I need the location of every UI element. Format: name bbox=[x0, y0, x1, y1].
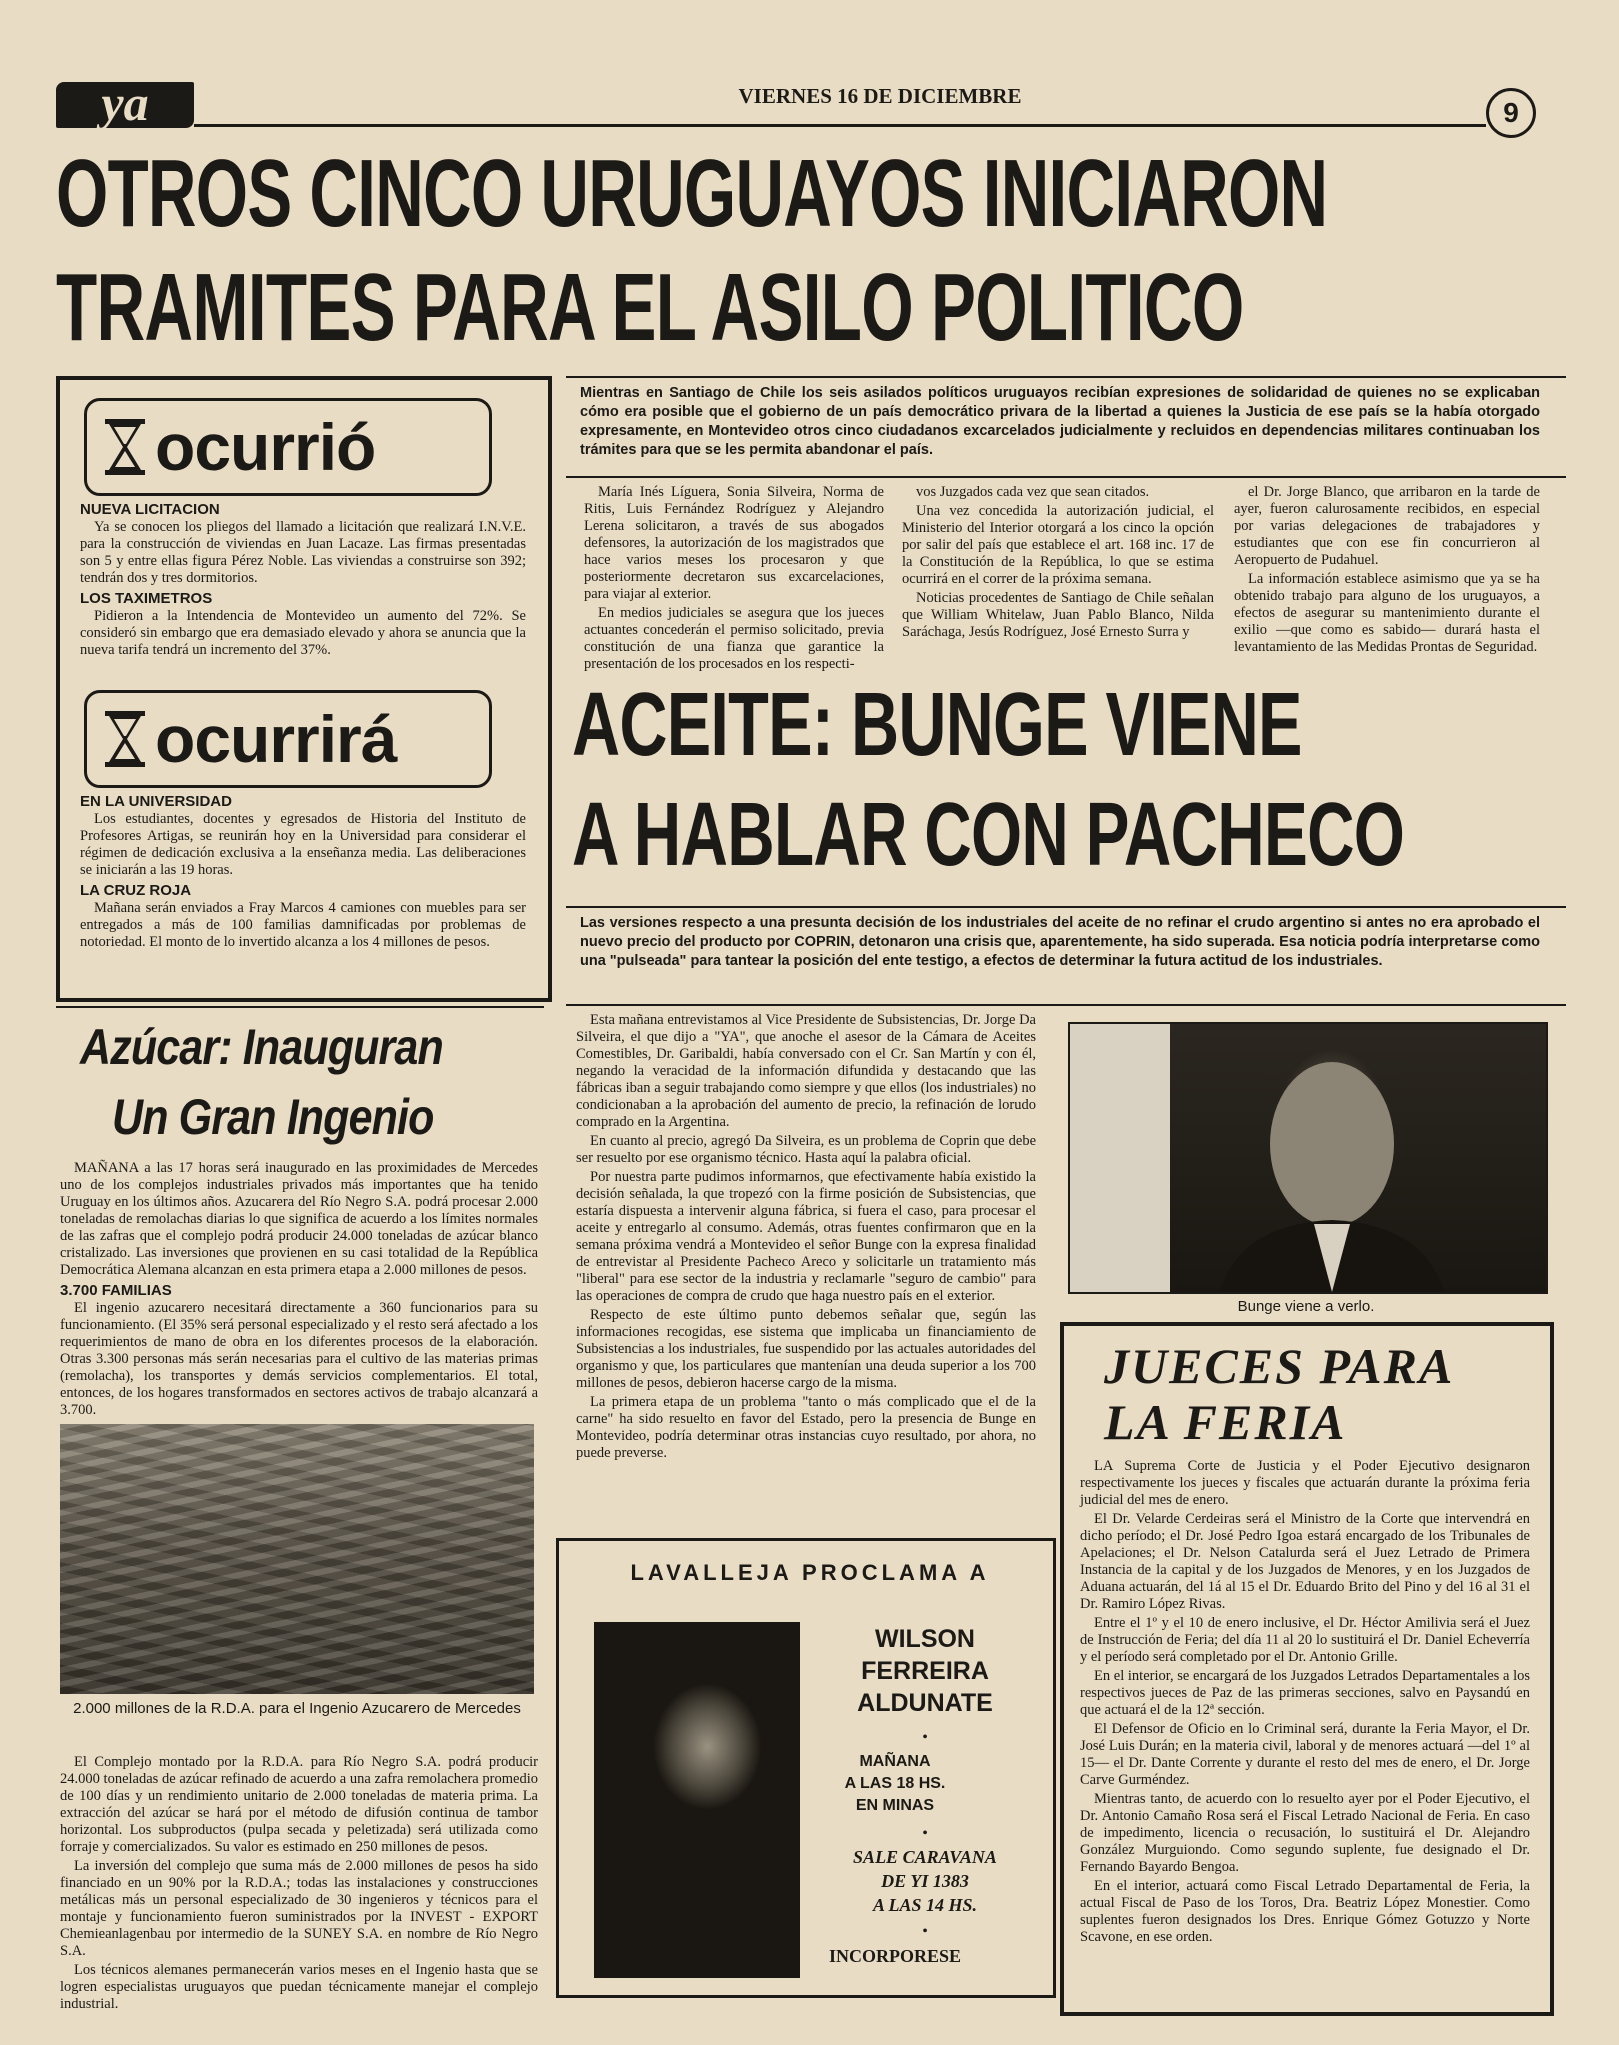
item-title: NUEVA LICITACION bbox=[80, 501, 220, 518]
azucar-subhead: 3.700 FAMILIAS bbox=[60, 1282, 172, 1299]
aceite-bottom-rule bbox=[566, 1004, 1566, 1006]
azucar-body1 bbox=[60, 1160, 538, 1421]
paragraph: María Inés Líguera, Sonia Silveira, Norma de Ritis, Luis Fernández Rodríguez y Alejandro Lerena solicitaron, a través de sus abogados defensores, la autorización de los magistrados que hace varios meses los procesaron y que posteriormente decretaron sus excarcelaciones, para viajar al exterior. bbox=[584, 484, 884, 602]
paragraph: MAÑANA a las 17 horas será inaugurado en las proximidades de Mercedes uno de los complejos industriales privados más importantes que ha tenido Uruguay en los últimos años. Azucarera del Río Negro S.A. podrá procesar 2.000 toneladas de remolachas diarias lo que significa de acuerdo a los límites normales de las zafras que el complejo podrá producir 24.000 toneladas de azúcar blanco cristalizado. Las inversiones que provienen en su casi totalidad de la República Democrática Alemana alcanzan en esta primera etapa a 2.000 millones de pesos. bbox=[60, 1160, 538, 1278]
item-text: Pidieron a la Intendencia de Montevideo un aumento del 72%. Se consideró sin embargo que era demasiado elevado y ahora se anuncia que la nueva tarifa tendrá un incremento del 37%. bbox=[80, 608, 526, 658]
page-number: 9 bbox=[1486, 88, 1536, 138]
asilo-col2 bbox=[902, 484, 1214, 643]
paragraph: En cuanto al precio, agregó Da Silveira, es un problema de Coprin que debe ser resuelto por ese organismo técnico. Hasta aquí la palabra oficial. bbox=[576, 1133, 1036, 1166]
aceite-headline-line2: A HABLAR CON PACHECO bbox=[572, 785, 1405, 885]
jueces-title-line2: LA FERIA bbox=[1104, 1394, 1347, 1450]
ocurrira-label: ocurrirá bbox=[155, 702, 397, 776]
item-title: EN LA UNIVERSIDAD bbox=[80, 793, 232, 810]
bunge-photo bbox=[1068, 1022, 1548, 1294]
asilo-lead-rule bbox=[566, 476, 1566, 478]
paragraph: En el interior, se encargará de los Juzgados Letrados Departamentales a los respectivos jueces de Paz de las primeras secciones, salvo en Paysandú en que actuará el de la 12ª sección. bbox=[1080, 1668, 1530, 1718]
portrait-silhouette bbox=[1070, 1024, 1546, 1292]
paragraph: En el interior, actuará como Fiscal Letrado Departamental de Feria, la actual Fiscal de Paso de los Toros, Dra. Beatriz López Monestier. Como suplentes fueron designados los Dres. Enrique Gómez Gotuzzo y Norte Scavone, en ese orden. bbox=[1080, 1878, 1530, 1945]
aceite-body bbox=[576, 1012, 1036, 1464]
paragraph: Por nuestra parte pudimos informarnos, que efectivamente había existido la decisión señalada, la que tropezó con la firme posición de Subsistencias, que estaría dispuesta a intervenir alguna fábrica, si fuera el caso, para procesar el aceite y entregarlo al consumo. Además, otras fuentes confirmaron que en la semana próxima vendrá a Montevideo el señor Bunge con la expresa finalidad de entrevistar al Presidente Pacheco Areco y solicitarle un tratamiento más "liberal" para ese sector de la industria y reclamarle "seguro de cambio" para las operaciones de compra de crudo que haga nuestro país en el exterior. bbox=[576, 1169, 1036, 1304]
item-text: Mañana serán enviados a Fray Marcos 4 camiones con muebles para ser entregados a más de 100 familias damnificadas por problemas de notoriedad. El monto de lo invertido alcanza a los 4 millones de pesos. bbox=[80, 900, 526, 950]
paragraph: La información establece asimismo que ya se ha obtenido trabajo para alguno de los uruguayos, a efectos de asegurar su mantenimiento durante el exilio —que como es sabido— durará hasta el levantamiento de las Medidas Prontas de Seguridad. bbox=[1234, 571, 1540, 655]
jueces-body bbox=[1080, 1458, 1530, 1948]
azucar-title-line1: Azúcar: Inauguran bbox=[80, 1019, 443, 1075]
ocurrira-tag bbox=[84, 690, 492, 788]
aceite-lead-rule bbox=[566, 906, 1566, 908]
azucar-title-line2: Un Gran Ingenio bbox=[112, 1089, 434, 1145]
paragraph: Los técnicos alemanes permanecerán varios meses en el Ingenio hasta que se logren especialistas uruguayos que puedan técnicamente manejar el complejo industrial. bbox=[60, 1962, 538, 2012]
ad-name-3: ALDUNATE bbox=[857, 1689, 993, 1717]
masthead-rule bbox=[194, 124, 1486, 127]
ad-when-3: EN MINAS bbox=[855, 1797, 935, 1814]
paragraph: La primera etapa de un problema "tanto o más complicado que el de la carne" ha sido resuelto en favor del Estado, pero la presencia de Bunge en Montevideo, podría determinar otras instancias cuyo resultado, por ahora, no puede preverse. bbox=[576, 1394, 1036, 1461]
asilo-top-rule bbox=[566, 376, 1566, 378]
ad-bullet: • bbox=[922, 1923, 928, 1940]
asilo-lead: Mientras en Santiago de Chile los seis asilados políticos uruguayos recibían expresiones de solidaridad de quienes no se explicaban cómo era posible que el gobierno de un país democrático privara de la libertad a quienes la Justicia de ese país se la había otorgado expresamente, en Montevideo otros cinco ciudadanos excarcelados judicialmente y recluidos en dependencias militares continuaban los trámites para que se les permita abandonar el país. bbox=[580, 385, 1540, 458]
ad-caravan-2: DE YI 1383 bbox=[881, 1871, 969, 1891]
main-headline-line2: TRAMITES PARA EL ASILO POLITICO bbox=[56, 254, 1244, 361]
ad-caravan-1: SALE CARAVANA bbox=[853, 1847, 997, 1867]
paragraph: La inversión del complejo que suma más de 2.000 millones de pesos ha sido financiado en un 90% por la R.D.A.; todas las instalaciones y construcciones metálicas más un personal especializado de 30 ingenieros y técnicos para el montaje y funcionamiento fueron suministrados por la INVEST - EXPORT Chemieanlagenbau por intermedio de la SUNEY S.A. en nombre de Río Negro S.A. bbox=[60, 1858, 538, 1959]
bunge-photo-caption: Bunge viene a verlo. bbox=[1237, 1298, 1375, 1315]
ocurrio-items bbox=[80, 498, 526, 661]
paragraph: El Dr. Velarde Cerdeiras será el Ministro de la Corte que intervendrá en dicho período; el Dr. José Pedro Igoa estará encargado de los Tribunales de Apelaciones; el Dr. Nelson Catalurda será el Juez Letrado de Primera Instancia de la capital y de los Juzgados de Menores, y en los Juzgados de Aduana actuarán, del 1á al 15 el Dr. Eduardo Brito del Pino y del 16 al 31 el Dr. Ramiro López Rivas. bbox=[1080, 1511, 1530, 1612]
item-text: Ya se conocen los pliegos del llamado a licitación que realizará I.N.V.E. para la construcción de viviendas en Juan Lacaze. Las firmas presentadas son 5 y entre ellas figura Pérez Noble. Las viviendas a construirse son 392; tendrán dos y tres dormitorios. bbox=[80, 519, 526, 586]
item-text: Los estudiantes, docentes y egresados de Historia del Instituto de Profesores Artigas, se reunirán hoy en la Universidad para considerar el régimen de dedicación exclusiva a la enseñanza media. Las deliberaciones se iniciarán a las 19 horas. bbox=[80, 811, 526, 878]
ad-bullet: • bbox=[922, 1825, 928, 1842]
ocurrio-tag bbox=[84, 398, 492, 496]
ad-bullet: • bbox=[922, 1729, 928, 1746]
paragraph: LA Suprema Corte de Justicia y el Poder Ejecutivo designaron respectivamente los jueces y fiscales que actuarán durante la próxima feria judicial del mes de enero. bbox=[1080, 1458, 1530, 1508]
paragraph: Entre el 1º y el 10 de enero inclusive, el Dr. Héctor Amilivia será el Juez de Instrucción de Feria; del día 11 al 20 lo sustituirá el Dr. Daniel Echeverría y el período será completado por el Dr. Antonio Grille. bbox=[1080, 1615, 1530, 1665]
aceite-lead: Las versiones respecto a una presunta decisión de los industriales del aceite de no refinar el crudo argentino si antes no era aprobado el nuevo precio del producto por COPRIN, detonaron una crisis que, aparentemente, ha sido superada. Esa noticia podría interpretarse como una "pulseada" para tantear la posición del ente testigo, a efectos de determinar la futura actitud de los industriales. bbox=[580, 915, 1540, 969]
azucar-body3 bbox=[60, 1754, 538, 2015]
aceite-headline-line1: ACEITE: BUNGE VIENE bbox=[572, 675, 1302, 775]
ocurrio-label: ocurrió bbox=[155, 410, 376, 484]
paragraph: El ingenio azucarero necesitará directamente a 360 funcionarios para su funcionamiento. (El 35% será personal especializado y el resto será afectado a los requerimientos de mano de obra en los diferentes procesos de la elaboración. Otras 3.300 personas más serán necesarias para el cultivo de las materias primas (remolacha), los transportes y demás servicios complementarios. El total, entonces, de los hogares transformados en sectores activos de trabajo alcanzará a 3.700. bbox=[60, 1300, 538, 1418]
newspaper-logo: ya bbox=[56, 82, 194, 128]
asilo-col3 bbox=[1234, 484, 1540, 658]
item-title: LOS TAXIMETROS bbox=[80, 590, 213, 607]
paragraph: Noticias procedentes de Santiago de Chile señalan que William Whitelaw, Juan Pablo Blanco, Nilda Saráchaga, Jesús Rodríguez, José Ernesto Surra y bbox=[902, 590, 1214, 640]
paragraph: En medios judiciales se asegura que los jueces actuantes concederán el permiso solicitado, previa constitución de una fianza que garantice la presentación de los procesados en los respecti- bbox=[584, 605, 884, 672]
jueces-title-line1: JUECES PARA bbox=[1104, 1338, 1455, 1394]
paragraph: El Complejo montado por la R.D.A. para Río Negro S.A. podrá producir 24.000 toneladas de azúcar refinado de acuerdo a una zafra remolachera promedio de 100 días y un rendimiento unitario de 2.000 toneladas de materia prima. La extracción del azúcar se hará por el método de difusión continua de tambor horizontal. Los subproductos (pulpa secada y peletizada) será utilizada como forraje y comercializados. Su valor es estimado en 250 millones de pesos. bbox=[60, 1754, 538, 1855]
ad-when-2: A LAS 18 HS. bbox=[844, 1775, 946, 1792]
ad-cta: INCORPORESE bbox=[828, 1946, 962, 1966]
paragraph: Una vez concedida la autorización judicial, el Ministerio del Interior otorgará a los cinco la opción por salir del país que establece el art. 168 inc. 17 de la Constitución de la República, lo que se estima ocurrirá en el correr de la próxima semana. bbox=[902, 503, 1214, 587]
ad-name-2: FERREIRA bbox=[861, 1657, 989, 1685]
paragraph: Respecto de este último punto debemos señalar que, según las informaciones recogidas, ese sistema que implicaba un financiamiento de Subsistencias a los industriales, fue suspendido por las actuales autoridades del organismo y que, los particulares que mantenían una deuda superior a los 700 millones de pesos, debieron hacerse cargo de la misma. bbox=[576, 1307, 1036, 1391]
paragraph: vos Juzgados cada vez que sean citados. bbox=[916, 484, 1150, 500]
issue-date: VIERNES 16 DE DICIEMBRE bbox=[738, 84, 1022, 108]
item-title: LA CRUZ ROJA bbox=[80, 882, 192, 899]
paragraph: Mientras tanto, de acuerdo con lo resuelto ayer por el Poder Ejecutivo, el Dr. Antonio Camaño Rosa será el Fiscal Letrado Nacional de Feria. En caso de impedimento, licencia o recusación, lo sustituirá el Dr. Alejandro González Murguiondo. Como segundo suplente, fue designado el Dr. Fernando Bayardo Bengoa. bbox=[1080, 1791, 1530, 1875]
ingenio-photo-caption: 2.000 millones de la R.D.A. para el Ingenio Azucarero de Mercedes bbox=[73, 1700, 521, 1717]
hourglass-icon bbox=[105, 711, 145, 767]
ad-candidate-photo bbox=[594, 1622, 800, 1978]
ad-name-1: WILSON bbox=[875, 1625, 975, 1653]
ad-header: LAVALLEJA PROCLAMA A bbox=[630, 1560, 990, 1585]
ingenio-photo bbox=[60, 1424, 534, 1694]
hourglass-icon bbox=[105, 419, 145, 475]
azucar-top-rule bbox=[56, 1006, 544, 1008]
ocurrira-items bbox=[80, 790, 526, 953]
ad-when-1: MAÑANA bbox=[859, 1753, 931, 1770]
asilo-col1 bbox=[584, 484, 884, 675]
paragraph: el Dr. Jorge Blanco, que arribaron en la tarde de ayer, fueron calurosamente recibidos, en especial por varias delegaciones de trabajadores y estudiantes que con ese fin concurrieron al Aeropuerto de Pudahuel. bbox=[1234, 484, 1540, 568]
ad-caravan-3: A LAS 14 HS. bbox=[872, 1895, 978, 1915]
paragraph: Esta mañana entrevistamos al Vice Presidente de Subsistencias, Dr. Jorge Da Silveira, el que dijo a "YA", que anoche el asesor de la Cámara de Aceites Comestibles, Dr. Garibaldi, había conversado con el Cr. San Martín y con él, negando la veracidad de la información difundida y destacando que las fábricas iban a seguir trabajando como siempre y que ellos (los industriales) no condicionaban a la aprobación del aumento de precio, la refinación de lorudo comprado en la Argentina. bbox=[576, 1012, 1036, 1130]
main-headline-line1: OTROS CINCO URUGUAYOS INICIARON bbox=[56, 140, 1328, 247]
paragraph: El Defensor de Oficio en lo Criminal será, durante la Feria Mayor, el Dr. José Luis Durán; en la materia civil, laboral y de menores actuará —del 1º al 15— el Dr. Dante Corrente y durante el resto del mes de enero, el Dr. Jorge Carve Gurméndez. bbox=[1080, 1721, 1530, 1788]
